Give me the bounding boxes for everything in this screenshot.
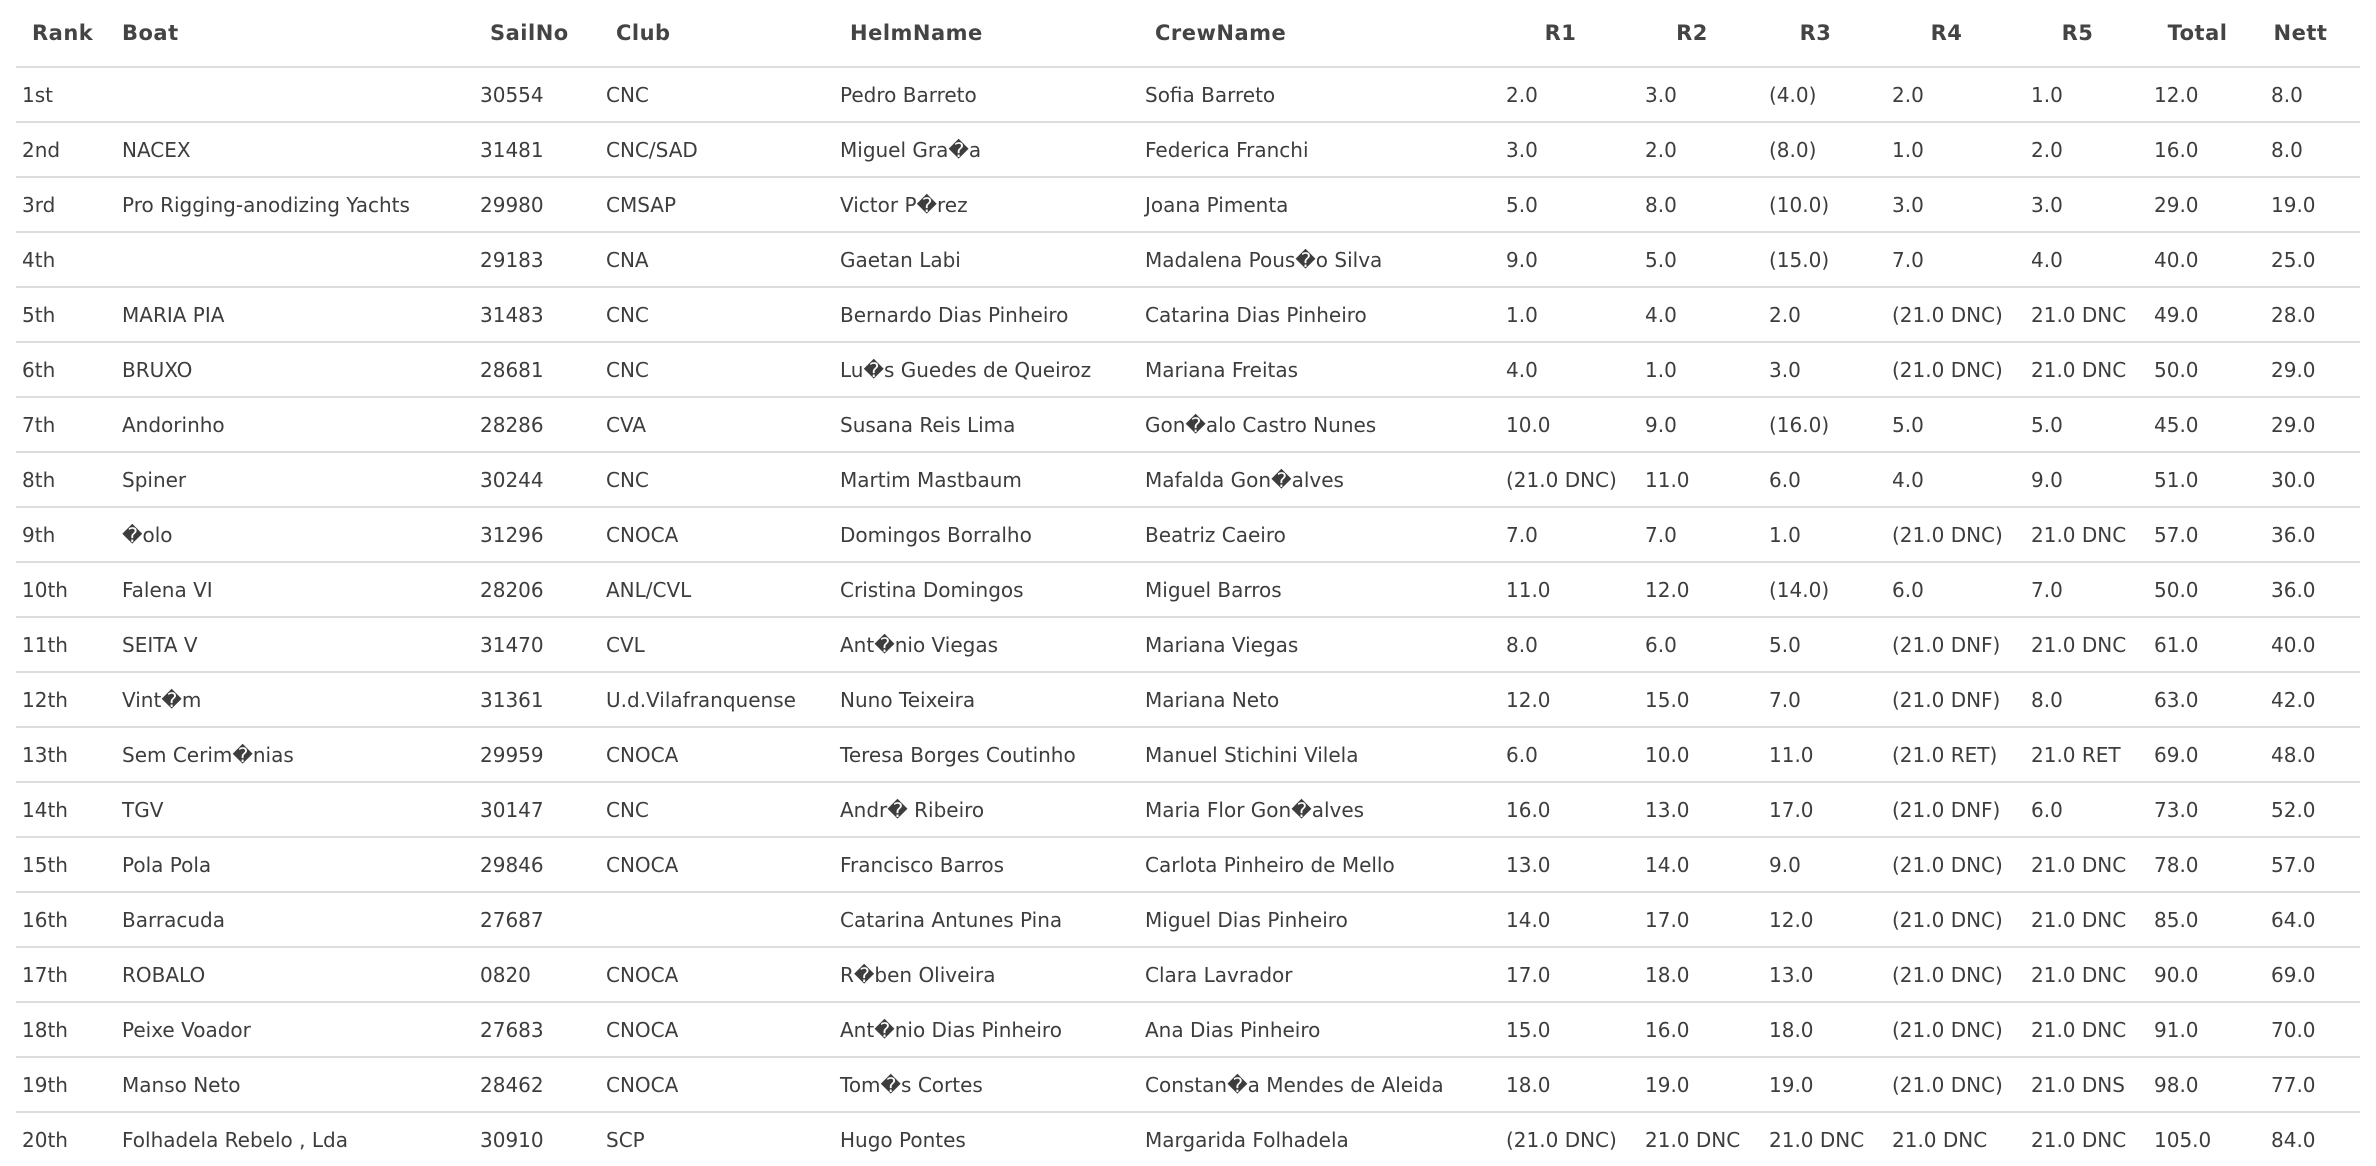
table-row <box>16 892 2360 947</box>
helmname-cell: Susana Reis Lima <box>840 397 1145 452</box>
r3-cell: (8.0) <box>1769 122 1892 177</box>
crewname-cell: Catarina Dias Pinheiro <box>1145 287 1506 342</box>
rank-cell: 9th <box>16 507 122 562</box>
boat-cell: Vint�m <box>122 672 480 727</box>
helmname-cell: Cristina Domingos <box>840 562 1145 617</box>
r5-cell: 9.0 <box>2031 452 2154 507</box>
sailno-cell: 30244 <box>480 452 606 507</box>
nett-cell: 19.0 <box>2271 177 2360 232</box>
sailno-cell: 29183 <box>480 232 606 287</box>
rank-cell: 19th <box>16 1057 122 1112</box>
r5-cell: 21.0 DNS <box>2031 1057 2154 1112</box>
nett-cell: 77.0 <box>2271 1057 2360 1112</box>
boat-cell: Peixe Voador <box>122 1002 480 1057</box>
total-cell: 91.0 <box>2154 1002 2271 1057</box>
club-cell: CNOCA <box>606 1057 840 1112</box>
r4-cell: 3.0 <box>1892 177 2031 232</box>
rank-cell: 5th <box>16 287 122 342</box>
r3-cell: (10.0) <box>1769 177 1892 232</box>
header-sailno[interactable]: SailNo <box>480 0 606 67</box>
r4-cell: (21.0 DNC) <box>1892 947 2031 1002</box>
r1-cell: 7.0 <box>1506 507 1645 562</box>
rank-cell: 2nd <box>16 122 122 177</box>
sailno-cell: 31361 <box>480 672 606 727</box>
r4-cell: 5.0 <box>1892 397 2031 452</box>
r5-cell: 4.0 <box>2031 232 2154 287</box>
r2-cell: 21.0 DNC <box>1645 1127 1741 1152</box>
boat-cell: SEITA V <box>122 617 480 672</box>
nett-cell: 29.0 <box>2271 397 2360 452</box>
total-cell: 90.0 <box>2154 947 2271 1002</box>
rank-cell: 20th <box>22 1127 68 1152</box>
table-row <box>16 1057 2360 1112</box>
table-row <box>16 397 2360 452</box>
crewname-cell: Manuel Stichini Vilela <box>1145 727 1506 782</box>
r1-cell: 9.0 <box>1506 232 1645 287</box>
r1-cell: 10.0 <box>1506 397 1645 452</box>
r3-cell: 5.0 <box>1769 617 1892 672</box>
r3-cell: 11.0 <box>1769 727 1892 782</box>
nett-cell: 40.0 <box>2271 617 2360 672</box>
r2-cell: 13.0 <box>1645 782 1769 837</box>
results-table <box>16 0 2360 1166</box>
crewname-cell: Mariana Viegas <box>1145 617 1506 672</box>
rank-cell: 1st <box>16 67 122 122</box>
r4-cell: 7.0 <box>1892 232 2031 287</box>
rank-cell: 11th <box>16 617 122 672</box>
r2-cell: 19.0 <box>1645 1057 1769 1112</box>
rank-cell: 3rd <box>16 177 122 232</box>
boat-cell: ROBALO <box>122 947 480 1002</box>
r4-cell: 1.0 <box>1892 122 2031 177</box>
nett-cell: 48.0 <box>2271 727 2360 782</box>
sailno-cell: 29846 <box>480 837 606 892</box>
helmname-cell: Teresa Borges Coutinho <box>840 727 1145 782</box>
boat-cell: Falena VI <box>122 562 480 617</box>
boat-cell: Manso Neto <box>122 1057 480 1112</box>
r4-cell: (21.0 DNC) <box>1892 837 2031 892</box>
r4-cell: 21.0 DNC <box>1892 1127 1988 1152</box>
table-row <box>16 617 2360 672</box>
table-row <box>16 452 2360 507</box>
sailno-cell: 28462 <box>480 1057 606 1112</box>
header-club[interactable]: Club <box>606 0 840 67</box>
nett-cell: 42.0 <box>2271 672 2360 727</box>
r2-cell: 15.0 <box>1645 672 1769 727</box>
boat-cell: Andorinho <box>122 397 480 452</box>
r2-cell: 1.0 <box>1645 342 1769 397</box>
r3-cell: 19.0 <box>1769 1057 1892 1112</box>
table-row <box>16 67 2360 122</box>
sailno-cell: 28286 <box>480 397 606 452</box>
r1-cell: 13.0 <box>1506 837 1645 892</box>
rank-cell: 14th <box>16 782 122 837</box>
r4-cell: (21.0 DNC) <box>1892 892 2031 947</box>
r4-cell: (21.0 DNF) <box>1892 782 2031 837</box>
club-cell: CNOCA <box>606 947 840 1002</box>
helmname-cell: Catarina Antunes Pina <box>840 892 1145 947</box>
r2-cell: 10.0 <box>1645 727 1769 782</box>
boat-cell: Pro Rigging-anodizing Yachts <box>122 177 480 232</box>
helmname-cell: Francisco Barros <box>840 837 1145 892</box>
crewname-cell: Gon�alo Castro Nunes <box>1145 397 1506 452</box>
crewname-cell: Miguel Barros <box>1145 562 1506 617</box>
club-cell: CVL <box>606 617 840 672</box>
r4-cell: 2.0 <box>1892 67 2031 122</box>
rank-cell: 18th <box>16 1002 122 1057</box>
total-cell: 57.0 <box>2154 507 2271 562</box>
r5-cell: 5.0 <box>2031 397 2154 452</box>
r4-cell: 4.0 <box>1892 452 2031 507</box>
sailno-cell: 28206 <box>480 562 606 617</box>
helmname-cell: Hugo Pontes <box>840 1127 966 1152</box>
r3-cell: 2.0 <box>1769 287 1892 342</box>
crewname-cell: Beatriz Caeiro <box>1145 507 1506 562</box>
total-cell: 51.0 <box>2154 452 2271 507</box>
r2-cell: 11.0 <box>1645 452 1769 507</box>
rank-cell: 7th <box>16 397 122 452</box>
sailno-cell: 29980 <box>480 177 606 232</box>
r1-cell: 11.0 <box>1506 562 1645 617</box>
r1-cell: 8.0 <box>1506 617 1645 672</box>
club-cell: CNC <box>606 287 840 342</box>
total-cell: 105.0 <box>2154 1127 2212 1152</box>
club-cell: CNC <box>606 782 840 837</box>
r4-cell: 6.0 <box>1892 562 2031 617</box>
helmname-cell: Martim Mastbaum <box>840 452 1145 507</box>
r1-cell: 4.0 <box>1506 342 1645 397</box>
boat-cell: Spiner <box>122 452 480 507</box>
sailno-cell: 30147 <box>480 782 606 837</box>
r5-cell: 21.0 DNC <box>2031 342 2154 397</box>
table-row <box>16 672 2360 727</box>
nett-cell: 64.0 <box>2271 892 2360 947</box>
sailno-cell: 30910 <box>480 1127 544 1152</box>
r3-cell: 9.0 <box>1769 837 1892 892</box>
club-cell: CMSAP <box>606 177 840 232</box>
club-cell: U.d.Vilafranquense <box>606 672 840 727</box>
r2-cell: 7.0 <box>1645 507 1769 562</box>
r1-cell: 1.0 <box>1506 287 1645 342</box>
club-cell: CNC/SAD <box>606 122 840 177</box>
rank-cell: 6th <box>16 342 122 397</box>
crewname-cell: Madalena Pous�o Silva <box>1145 232 1506 287</box>
sailno-cell: 0820 <box>480 947 606 1002</box>
helmname-cell: Bernardo Dias Pinheiro <box>840 287 1145 342</box>
r1-cell: 6.0 <box>1506 727 1645 782</box>
nett-cell: 70.0 <box>2271 1002 2360 1057</box>
results-container <box>16 0 2360 1166</box>
club-cell: CNOCA <box>606 727 840 782</box>
total-cell: 69.0 <box>2154 727 2271 782</box>
r5-cell: 21.0 DNC <box>2031 1002 2154 1057</box>
sailno-cell: 31483 <box>480 287 606 342</box>
crewname-cell: Ana Dias Pinheiro <box>1145 1002 1506 1057</box>
boat-cell: Pola Pola <box>122 837 480 892</box>
r4-cell: (21.0 DNC) <box>1892 287 2031 342</box>
r5-cell: 21.0 RET <box>2031 727 2154 782</box>
club-cell <box>606 892 840 947</box>
crewname-cell: Miguel Dias Pinheiro <box>1145 892 1506 947</box>
r2-cell: 2.0 <box>1645 122 1769 177</box>
table-row <box>16 837 2360 892</box>
nett-cell: 28.0 <box>2271 287 2360 342</box>
r2-cell: 6.0 <box>1645 617 1769 672</box>
r5-cell: 21.0 DNC <box>2031 617 2154 672</box>
helmname-cell: Lu�s Guedes de Queiroz <box>840 342 1145 397</box>
helmname-cell: Gaetan Labi <box>840 232 1145 287</box>
nett-cell: 69.0 <box>2271 947 2360 1002</box>
header-helmname[interactable]: HelmName <box>840 0 1145 67</box>
table-row <box>16 507 2360 562</box>
r5-cell: 8.0 <box>2031 672 2154 727</box>
crewname-cell: Federica Franchi <box>1145 122 1506 177</box>
r3-cell: 17.0 <box>1769 782 1892 837</box>
nett-cell: 8.0 <box>2271 122 2360 177</box>
rank-cell: 12th <box>16 672 122 727</box>
r5-cell: 1.0 <box>2031 67 2154 122</box>
crewname-cell: Mariana Neto <box>1145 672 1506 727</box>
boat-cell <box>122 232 480 287</box>
helmname-cell: Domingos Borralho <box>840 507 1145 562</box>
club-cell: SCP <box>606 1127 645 1152</box>
club-cell: CVA <box>606 397 840 452</box>
r2-cell: 17.0 <box>1645 892 1769 947</box>
helmname-cell: Pedro Barreto <box>840 67 1145 122</box>
header-r3[interactable]: R3 <box>1769 0 1892 67</box>
r5-cell: 21.0 DNC <box>2031 287 2154 342</box>
r5-cell: 21.0 DNC <box>2031 837 2154 892</box>
r4-cell: (21.0 DNF) <box>1892 672 2031 727</box>
total-cell: 78.0 <box>2154 837 2271 892</box>
r2-cell: 16.0 <box>1645 1002 1769 1057</box>
nett-cell: 36.0 <box>2271 562 2360 617</box>
r3-cell: 3.0 <box>1769 342 1892 397</box>
r5-cell: 6.0 <box>2031 782 2154 837</box>
rank-cell: 4th <box>16 232 122 287</box>
total-cell: 63.0 <box>2154 672 2271 727</box>
rank-cell: 10th <box>16 562 122 617</box>
boat-cell: Barracuda <box>122 892 480 947</box>
r5-cell: 21.0 DNC <box>2031 892 2154 947</box>
r5-cell: 2.0 <box>2031 122 2154 177</box>
rank-cell: 8th <box>16 452 122 507</box>
r1-cell: (21.0 DNC) <box>1506 1127 1617 1152</box>
r1-cell: 17.0 <box>1506 947 1645 1002</box>
total-cell: 61.0 <box>2154 617 2271 672</box>
rank-cell: 15th <box>16 837 122 892</box>
sailno-cell: 31481 <box>480 122 606 177</box>
helmname-cell: Miguel Gra�a <box>840 122 1145 177</box>
club-cell: CNOCA <box>606 507 840 562</box>
r1-cell: 18.0 <box>1506 1057 1645 1112</box>
r1-cell: (21.0 DNC) <box>1506 452 1645 507</box>
table-row <box>16 232 2360 287</box>
r5-cell: 3.0 <box>2031 177 2154 232</box>
header-boat[interactable]: Boat <box>122 0 480 67</box>
nett-cell: 36.0 <box>2271 507 2360 562</box>
nett-cell: 25.0 <box>2271 232 2360 287</box>
total-cell: 16.0 <box>2154 122 2271 177</box>
r3-cell: 6.0 <box>1769 452 1892 507</box>
r2-cell: 9.0 <box>1645 397 1769 452</box>
sailno-cell: 29959 <box>480 727 606 782</box>
total-cell: 40.0 <box>2154 232 2271 287</box>
r2-cell: 18.0 <box>1645 947 1769 1002</box>
results-body <box>16 67 2360 1166</box>
sailno-cell: 28681 <box>480 342 606 397</box>
r1-cell: 15.0 <box>1506 1002 1645 1057</box>
r2-cell: 8.0 <box>1645 177 1769 232</box>
header-r1[interactable]: R1 <box>1506 0 1645 67</box>
total-cell: 50.0 <box>2154 342 2271 397</box>
crewname-cell: Margarida Folhadela <box>1145 1127 1349 1152</box>
crewname-cell: Constan�a Mendes de Aleida <box>1145 1057 1506 1112</box>
rank-cell: 16th <box>16 892 122 947</box>
sailno-cell: 30554 <box>480 67 606 122</box>
crewname-cell: Carlota Pinheiro de Mello <box>1145 837 1506 892</box>
total-cell: 49.0 <box>2154 287 2271 342</box>
header-rank[interactable]: Rank <box>16 0 122 67</box>
club-cell: CNOCA <box>606 1002 840 1057</box>
r3-cell: (4.0) <box>1769 67 1892 122</box>
total-cell: 50.0 <box>2154 562 2271 617</box>
table-row <box>16 342 2360 397</box>
club-cell: CNOCA <box>606 837 840 892</box>
r3-cell: (16.0) <box>1769 397 1892 452</box>
header-nett[interactable]: Nett <box>2271 0 2360 67</box>
r5-cell: 21.0 DNC <box>2031 947 2154 1002</box>
r3-cell: 18.0 <box>1769 1002 1892 1057</box>
nett-cell: 52.0 <box>2271 782 2360 837</box>
crewname-cell: Clara Lavrador <box>1145 947 1506 1002</box>
r3-cell: (14.0) <box>1769 562 1892 617</box>
helmname-cell: Andr� Ribeiro <box>840 782 1145 837</box>
r3-cell: 1.0 <box>1769 507 1892 562</box>
club-cell: CNC <box>606 67 840 122</box>
club-cell: CNC <box>606 452 840 507</box>
boat-cell: NACEX <box>122 122 480 177</box>
table-row <box>16 562 2360 617</box>
total-cell: 45.0 <box>2154 397 2271 452</box>
sailno-cell: 31296 <box>480 507 606 562</box>
crewname-cell: Joana Pimenta <box>1145 177 1506 232</box>
r5-cell: 21.0 DNC <box>2031 1127 2127 1152</box>
table-row <box>16 122 2360 177</box>
r4-cell: (21.0 DNC) <box>1892 342 2031 397</box>
r2-cell: 4.0 <box>1645 287 1769 342</box>
boat-cell: Sem Cerim�nias <box>122 727 480 782</box>
table-row <box>16 1112 2360 1166</box>
nett-cell: 8.0 <box>2271 67 2360 122</box>
r3-cell: 12.0 <box>1769 892 1892 947</box>
nett-cell: 84.0 <box>2271 1127 2316 1152</box>
helmname-cell: Ant�nio Viegas <box>840 617 1145 672</box>
header-r5[interactable]: R5 <box>2031 0 2154 67</box>
r1-cell: 2.0 <box>1506 67 1645 122</box>
header-r4[interactable]: R4 <box>1892 0 2031 67</box>
r4-cell: (21.0 RET) <box>1892 727 2031 782</box>
r4-cell: (21.0 DNC) <box>1892 507 2031 562</box>
table-row <box>16 727 2360 782</box>
boat-cell <box>122 67 480 122</box>
r1-cell: 16.0 <box>1506 782 1645 837</box>
boat-cell: Folhadela Rebelo , Lda <box>122 1127 348 1152</box>
header-r2[interactable]: R2 <box>1645 0 1769 67</box>
boat-cell: TGV <box>122 782 480 837</box>
sailno-cell: 27683 <box>480 1002 606 1057</box>
boat-cell: BRUXO <box>122 342 480 397</box>
total-cell: 85.0 <box>2154 892 2271 947</box>
r5-cell: 7.0 <box>2031 562 2154 617</box>
r4-cell: (21.0 DNF) <box>1892 617 2031 672</box>
crewname-cell: Sofia Barreto <box>1145 67 1506 122</box>
header-row <box>16 0 2360 67</box>
table-row <box>16 177 2360 232</box>
r1-cell: 3.0 <box>1506 122 1645 177</box>
r2-cell: 12.0 <box>1645 562 1769 617</box>
r3-cell: (15.0) <box>1769 232 1892 287</box>
table-row <box>16 782 2360 837</box>
r1-cell: 5.0 <box>1506 177 1645 232</box>
club-cell: ANL/CVL <box>606 562 840 617</box>
r2-cell: 14.0 <box>1645 837 1769 892</box>
table-row <box>16 287 2360 342</box>
total-cell: 98.0 <box>2154 1057 2271 1112</box>
r3-cell: 13.0 <box>1769 947 1892 1002</box>
crewname-cell: Mafalda Gon�alves <box>1145 452 1506 507</box>
sailno-cell: 27687 <box>480 892 606 947</box>
rank-cell: 17th <box>16 947 122 1002</box>
crewname-cell: Mariana Freitas <box>1145 342 1506 397</box>
nett-cell: 29.0 <box>2271 342 2360 397</box>
boat-cell: MARIA PIA <box>122 287 480 342</box>
total-cell: 29.0 <box>2154 177 2271 232</box>
r1-cell: 12.0 <box>1506 672 1645 727</box>
club-cell: CNC <box>606 342 840 397</box>
header-crewname[interactable]: CrewName <box>1145 0 1506 67</box>
r3-cell: 7.0 <box>1769 672 1892 727</box>
header-total[interactable]: Total <box>2154 0 2271 67</box>
nett-cell: 30.0 <box>2271 452 2360 507</box>
helmname-cell: Victor P�rez <box>840 177 1145 232</box>
boat-cell: �olo <box>122 507 480 562</box>
rank-cell: 13th <box>16 727 122 782</box>
r4-cell: (21.0 DNC) <box>1892 1057 2031 1112</box>
sailno-cell: 31470 <box>480 617 606 672</box>
r1-cell: 14.0 <box>1506 892 1645 947</box>
r5-cell: 21.0 DNC <box>2031 507 2154 562</box>
helmname-cell: Nuno Teixeira <box>840 672 1145 727</box>
total-cell: 73.0 <box>2154 782 2271 837</box>
helmname-cell: Tom�s Cortes <box>840 1057 1145 1112</box>
r2-cell: 5.0 <box>1645 232 1769 287</box>
r3-cell: 21.0 DNC <box>1769 1127 1865 1152</box>
table-row <box>16 1002 2360 1057</box>
crewname-cell: Maria Flor Gon�alves <box>1145 782 1506 837</box>
r4-cell: (21.0 DNC) <box>1892 1002 2031 1057</box>
table-row <box>16 947 2360 1002</box>
helmname-cell: R�ben Oliveira <box>840 947 1145 1002</box>
club-cell: CNA <box>606 232 840 287</box>
r2-cell: 3.0 <box>1645 67 1769 122</box>
nett-cell: 57.0 <box>2271 837 2360 892</box>
total-cell: 12.0 <box>2154 67 2271 122</box>
helmname-cell: Ant�nio Dias Pinheiro <box>840 1002 1145 1057</box>
